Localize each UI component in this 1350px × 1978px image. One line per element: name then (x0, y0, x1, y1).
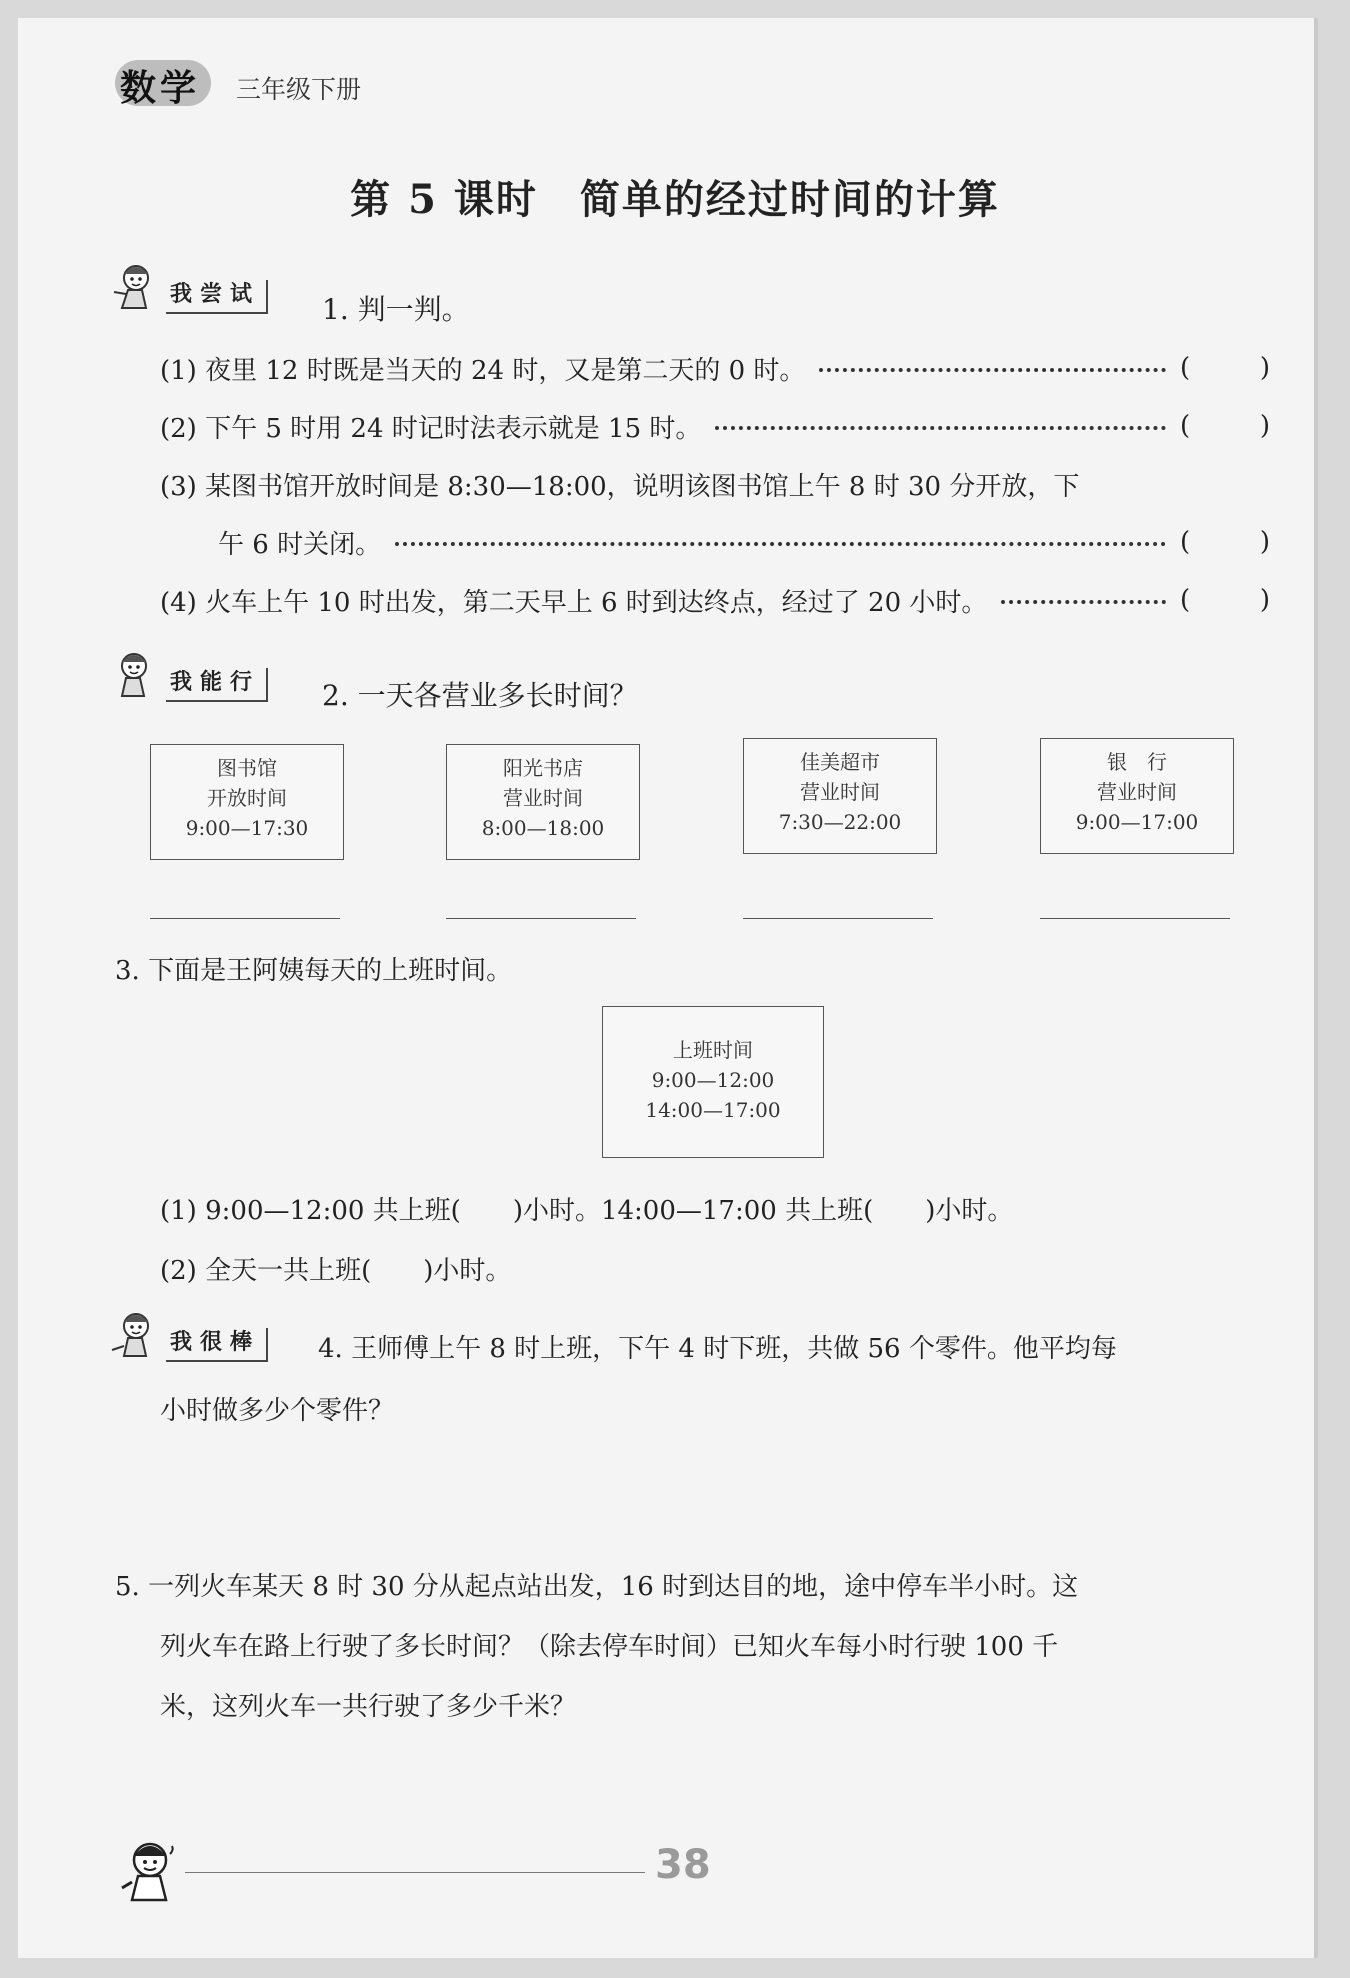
question-3-heading: 3. 下面是王阿姨每天的上班时间。 (115, 956, 513, 986)
hours-box-library: 图书馆 开放时间 9:00—17:30 (150, 744, 344, 860)
footer-rule (185, 1872, 645, 1873)
judgment-item-1 (160, 348, 1270, 388)
question-2-heading: 2. 一天各营业多长时间？ (322, 679, 638, 712)
section-tag-try (110, 262, 268, 314)
judgment-text: (4) 火车上午 10 时出发，第二天早上 6 时到达终点，经过了 20 小时。 (160, 587, 988, 618)
mascot-icon (118, 1836, 188, 1906)
section-tag-label: 我尝试 (166, 280, 268, 314)
judgment-item-4 (160, 580, 1270, 620)
answer-line-bank[interactable] (1040, 918, 1230, 919)
question-5-line-2: 列火车在路上行驶了多长时间？（除去停车时间）已知火车每小时行驶 100 千 (160, 1632, 1059, 1662)
question-3-sub-1: (1) 9:00—12:00 共上班( )小时。14:00—17:00 共上班( )小时。 (160, 1196, 1014, 1226)
section-tag-label: 我很棒 (166, 1328, 268, 1362)
answer-line-supermarket[interactable] (743, 918, 933, 919)
question-4-line-2: 小时做多少个零件？ (160, 1396, 395, 1426)
judgment-item-2 (160, 406, 1270, 446)
answer-blank[interactable]: ( ) (1180, 527, 1270, 557)
dotted-leader (395, 542, 1166, 546)
hours-box-bookstore: 阳光书店 营业时间 8:00—18:00 (446, 744, 640, 860)
page-edge (1314, 18, 1318, 1958)
question-5-line-3: 米，这列火车一共行驶了多少千米？ (160, 1692, 577, 1722)
judgment-text: (2) 下午 5 时用 24 时记时法表示就是 15 时。 (160, 413, 702, 444)
judgment-text: (1) 夜里 12 时既是当天的 24 时，又是第二天的 0 时。 (160, 355, 806, 386)
dotted-leader (715, 426, 1166, 430)
grade-label: 三年级下册 (236, 75, 362, 104)
cartoon-girl-icon (110, 1310, 158, 1362)
answer-blank[interactable]: ( ) (1180, 411, 1270, 441)
section-tag-great (110, 1310, 268, 1362)
judgment-text: 午 6 时关闭。 (218, 529, 382, 560)
lesson-title: 第 5 课时 简单的经过时间的计算 (350, 176, 1000, 223)
dotted-leader (1001, 600, 1166, 604)
section-tag-label: 我能行 (166, 668, 268, 702)
cartoon-girl-icon (110, 262, 158, 314)
hours-box-bank: 银 行 营业时间 9:00—17:00 (1040, 738, 1234, 854)
question-1-heading: 1. 判一判。 (322, 293, 470, 326)
answer-blank[interactable]: ( ) (1180, 353, 1270, 383)
work-hours-box: 上班时间 9:00—12:00 14:00—17:00 (602, 1006, 824, 1158)
question-3-sub-2: (2) 全天一共上班( )小时。 (160, 1256, 512, 1286)
question-4-line-1: 4. 王师傅上午 8 时上班，下午 4 时下班，共做 56 个零件。他平均每 (318, 1334, 1117, 1364)
answer-line-bookstore[interactable] (446, 918, 636, 919)
judgment-item-3 (160, 464, 1270, 504)
dotted-leader (819, 368, 1166, 372)
subject-label: 数学 (120, 68, 201, 109)
judgment-text: (3) 某图书馆开放时间是 8:30—18:00，说明该图书馆上午 8 时 30 分开放，下 (160, 471, 1080, 502)
answer-blank[interactable]: ( ) (1180, 585, 1270, 615)
answer-line-library[interactable] (150, 918, 340, 919)
judgment-item-3-continued (218, 522, 1270, 562)
question-5-line-1: 5. 一列火车某天 8 时 30 分从起点站出发，16 时到达目的地，途中停车半小时。这 (115, 1572, 1079, 1602)
cartoon-girl-icon (110, 650, 158, 702)
section-tag-can (110, 650, 268, 702)
page-number: 38 (655, 1842, 711, 1888)
hours-box-supermarket: 佳美超市 营业时间 7:30—22:00 (743, 738, 937, 854)
